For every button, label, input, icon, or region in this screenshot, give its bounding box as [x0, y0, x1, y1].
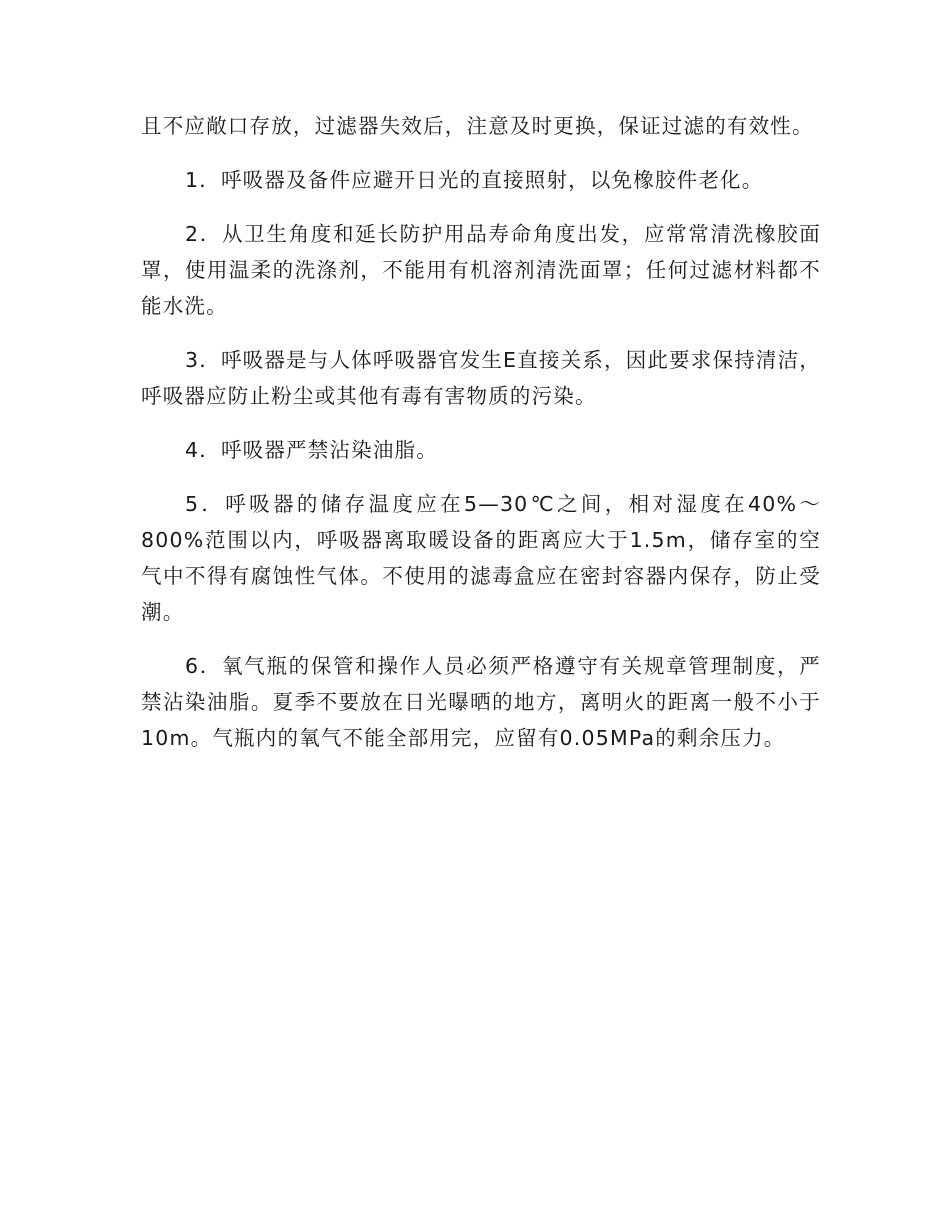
paragraph-continuation: 且不应敞口存放，过滤器失效后，注意及时更换，保证过滤的有效性。 [141, 114, 814, 138]
document-body [141, 108, 821, 774]
paragraph-item-5: 5．呼吸器的储存温度应在5—30℃之间，相对湿度在40%～800%范围以内，呼吸器离取暖设备的距离应大于1.5m，储存室的空气中不得有腐蚀性气体。不使用的滤毒盒应在密封容器内保存，防止受潮。 [141, 492, 821, 624]
paragraph-item-1: 1．呼吸器及备件应避开日光的直接照射，以免橡胶件老化。 [185, 168, 764, 192]
paragraph-item-4: 4．呼吸器严禁沾染油脂。 [185, 438, 438, 462]
paragraph-item-2: 2．从卫生角度和延长防护用品寿命角度出发，应常常清洗橡胶面罩，使用温柔的洗涤剂，不能用有机溶剂清洗面罩；任何过滤材料都不能水洗。 [141, 222, 821, 318]
paragraph-item-3: 3．呼吸器是与人体呼吸器官发生E直接关系，因此要求保持清洁，呼吸器应防止粉尘或其他有毒有害物质的污染。 [141, 348, 821, 408]
paragraph-item-6: 6．氧气瓶的保管和操作人员必须严格遵守有关规章管理制度，严禁沾染油脂。夏季不要放在日光曝晒的地方，离明火的距离一般不小于10m。气瓶内的氧气不能全部用完，应留有0.05MPa的剩余压力。 [141, 654, 821, 750]
